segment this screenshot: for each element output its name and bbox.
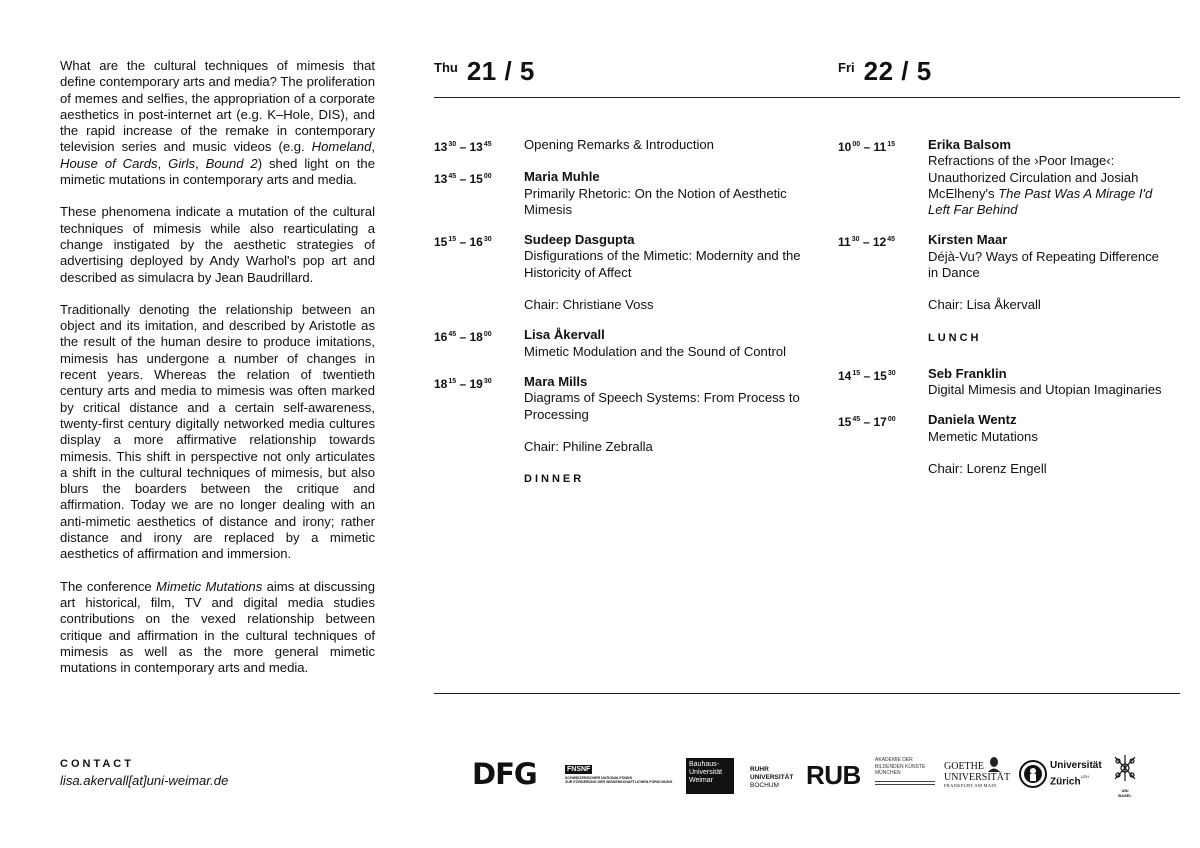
session-chair: Chair: Lorenz Engell <box>928 460 1047 476</box>
session-details <box>524 169 804 218</box>
day-date: 22 / 5 <box>863 56 932 86</box>
break-spacer <box>434 473 524 485</box>
session-details <box>524 137 804 155</box>
contact-email-link[interactable]: lisa.akervall[at]uni-weimar.de <box>60 773 229 788</box>
session-speaker: Daniela Wentz <box>928 412 1017 428</box>
session-time: $14^{15} - 15^{30}$ <box>838 368 896 383</box>
dfg-logo: DFG <box>472 757 537 791</box>
session-slot <box>838 366 1168 399</box>
break-label: DINNER <box>524 473 585 486</box>
intro-paragraph-3: Traditionally denoting the relationship between an object and its imitation, and described by Aristotle as the result of the human desire to produce imitations, mimesis has undergone a number of changes in recent years. Whereas the relation of twentieth century arts and media to mimesis was often marked by critical distance and a certain self-awareness, twenty-first century digitally networked media cultures display a more affirmative relationship towards mimesis. This shift in perspective not only articulates a shift in the cultural techniques of mimesis, but also blurs the boarders between the critique and affirmation. Today we are no longer dealing with an anti-mimetic aesthetics of distance and irony; rather distance and irony are replaced by a mimetic aesthetics of affirmation and immersion. <box>60 301 375 562</box>
break-label: LUNCH <box>928 331 982 344</box>
session-speaker: Sudeep Dasgupta <box>524 232 635 248</box>
session-slot <box>838 412 1168 477</box>
session-chair: Chair: Christiane Voss <box>524 297 654 313</box>
session-time: $11^{30} - 12^{45}$ <box>838 235 895 250</box>
session-title: Mimetic Modulation and the Sound of Control <box>524 343 787 359</box>
bottom-divider <box>434 693 1180 694</box>
session-title: Disfigurations of the Mimetic: Modernity and the Historicity of Affect <box>524 248 801 280</box>
adbk-rule-icon <box>875 781 935 785</box>
uni-basel-logo: UNI BASEL <box>1110 753 1140 798</box>
session-speaker: Erika Balsom <box>928 137 1011 152</box>
intro-paragraph-4: The conference Mimetic Mutations aims at discussing art historical, film, TV and digital media studies contributions on the vexed relationship between critique and affirmation in the cultural techniques of mimesis as well as the more general mimetic mutations in contemporary arts and media. <box>60 578 375 676</box>
day-name: Fri <box>838 60 855 75</box>
session-slot <box>434 232 804 313</box>
goethe-universitaet-logo: GOETHE UNIVERSITÄT FRANKFURT AM MAIN <box>944 756 1006 789</box>
session-time: $13^{45} - 15^{00}$ <box>434 172 492 187</box>
session-details <box>928 137 1168 218</box>
session-slot <box>838 232 1168 313</box>
intro-paragraph-1: What are the cultural techniques of mimesis that define contemporary arts and media? The proliferation of memes and selfies, the appropriation of a corporate aesthetics in post-internet art (e.g. K–Hole, DIS), and the rapid increase of the remake in contemporary television series and music videos (e.g. Homeland, House of Cards, Girls, Bound 2) shed light on the mimetic mutations in contemporary arts and media. <box>60 58 375 188</box>
ruhr-universitaet-logo: RUHR UNIVERSITÄT BOCHUM <box>750 766 794 789</box>
bauhaus-weimar-logo: Bauhaus- Universität Weimar <box>686 758 734 794</box>
session-speaker: Maria Muhle <box>524 169 600 185</box>
session-slot <box>434 137 804 155</box>
session-chair: Chair: Philine Zebralla <box>524 438 653 454</box>
session-time: $15^{15} - 16^{30}$ <box>434 235 492 250</box>
break-row <box>838 332 1168 344</box>
session-slot <box>838 137 1168 218</box>
basel-emblem-icon <box>1111 753 1139 783</box>
rub-logo: RUB <box>806 760 861 790</box>
session-time: $13^{30} - 13^{45}$ <box>434 140 492 154</box>
session-time: $10^{00} - 11^{15}$ <box>838 140 895 154</box>
session-chair: Chair: Lisa Åkervall <box>928 297 1041 313</box>
session-title: Digital Mimesis and Utopian Imaginaries <box>928 381 1162 397</box>
session-speaker: Seb Franklin <box>928 365 1007 381</box>
session-details <box>524 327 804 360</box>
session-details <box>928 366 1168 399</box>
snf-logo: FNSNF SCHWEIZERISCHER NATIONALFONDS ZUR FÖRDERUNG DER WISSENSCHAFTLICHEN FORSCHUNG <box>565 766 673 784</box>
day-header-thu <box>434 56 535 86</box>
session-time: $15^{45} - 17^{00}$ <box>838 415 896 430</box>
top-divider <box>434 97 1180 98</box>
contact-label: CONTACT <box>60 758 134 770</box>
session-details <box>928 232 1168 313</box>
intro-paragraph-2: These phenomena indicate a mutation of the cultural techniques of mimesis while also rearticulating a change instigated by the aesthetic strategies of advertising deployed by Andy Warhol's pop art and described as simulacra by Jean Baudrillard. <box>60 204 375 285</box>
intro-text <box>60 58 375 692</box>
session-title: Opening Remarks & Introduction <box>524 137 714 152</box>
session-speaker: Mara Mills <box>524 373 588 389</box>
session-time: $16^{45} - 18^{00}$ <box>434 330 492 345</box>
uzh-seal-icon <box>1019 760 1047 788</box>
day-date: 21 / 5 <box>466 56 535 86</box>
break-spacer <box>838 332 928 344</box>
session-slot <box>434 374 804 455</box>
session-title: Diagrams of Speech Systems: From Process to Processing <box>524 390 800 422</box>
adbk-muenchen-logo: AKADEMIE DER BILDENDEN KÜNSTE MÜNCHEN <box>875 757 940 785</box>
session-details <box>928 412 1168 477</box>
session-slot <box>434 169 804 218</box>
session-title: Déjà-Vu? Ways of Repeating Difference in Dance <box>928 248 1159 281</box>
day-header-fri <box>838 56 932 86</box>
session-slot <box>434 327 804 360</box>
session-title: Memetic Mutations <box>928 428 1038 444</box>
goethe-portrait-icon <box>987 756 1001 772</box>
program-column-fri <box>838 137 1168 491</box>
session-speaker: Lisa Åkervall <box>524 327 605 343</box>
session-title: Primarily Rhetoric: On the Notion of Aesthetic Mimesis <box>524 185 787 217</box>
session-details <box>524 374 804 455</box>
contact-block <box>60 758 380 788</box>
break-row <box>434 473 804 485</box>
program-column-thu <box>434 137 804 507</box>
session-details <box>524 232 804 313</box>
uzh-logo: Universität Zürich$^{UZH}$ <box>1019 760 1102 788</box>
session-time: $18^{15} - 19^{30}$ <box>434 376 492 391</box>
sponsor-logos <box>472 753 1142 797</box>
session-speaker: Kirsten Maar <box>928 232 1008 248</box>
session-title: Refractions of the ›Poor Image‹: Unauthorized Circulation and Josiah McElheny's The Past Was A Mirage I'd Left Far Behind <box>928 153 1153 218</box>
day-name: Thu <box>434 60 458 75</box>
